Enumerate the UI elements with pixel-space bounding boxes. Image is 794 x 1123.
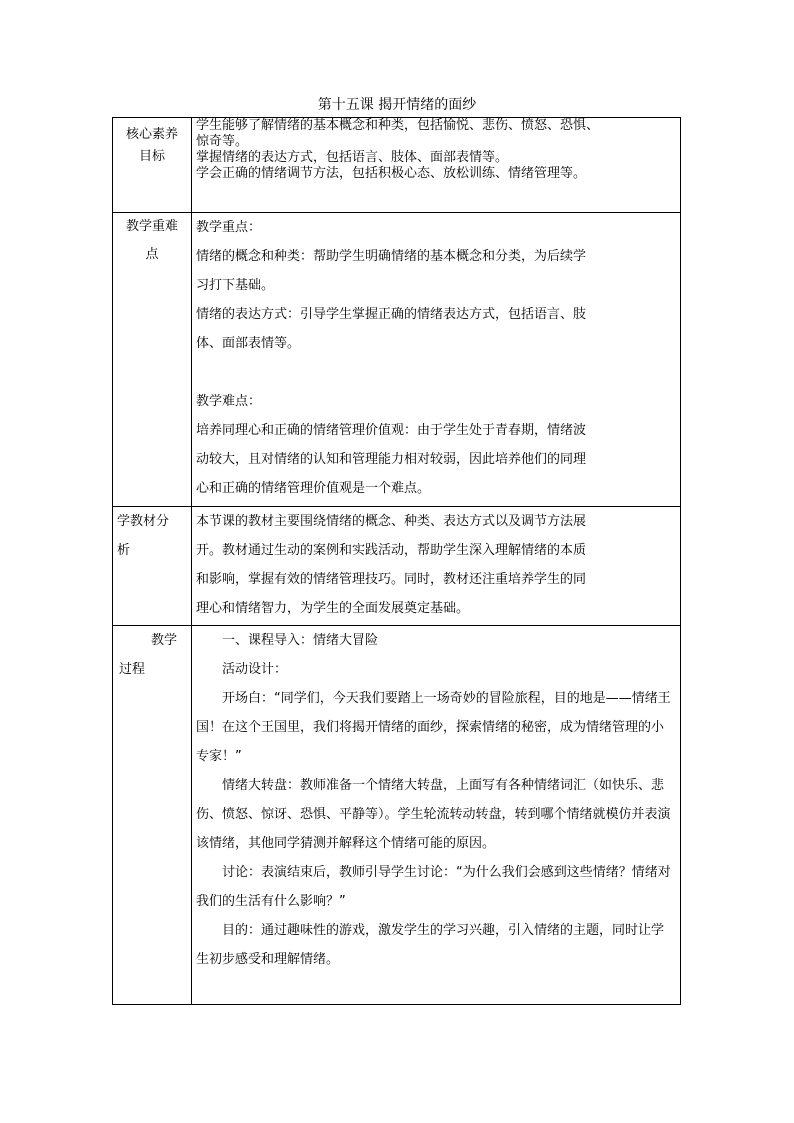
material-content-cell [192, 507, 681, 626]
material-label-line2: 析 [117, 543, 131, 558]
difficulty-line: 动较大，且对情绪的认知和管理能力相对较弱，因此培养他们的同理 [196, 452, 587, 467]
objectives-label-line2: 目标 [138, 149, 165, 164]
material-line: 理心和情绪智力，为学生的全面发展奠定基础。 [196, 601, 470, 616]
key-points-line: 体、面部表情等。 [196, 336, 301, 351]
process-content-cell [192, 626, 681, 1005]
difficulty-line: 心和正确的情绪管理价值观是一个难点。 [196, 481, 431, 496]
material-line: 本节课的教材主要围绕情绪的概念、种类、表达方式以及调节方法展 [196, 514, 587, 529]
process-paragraph: 讨论：表演结束后，教师引导学生讨论：“为什么我们会感到这些情绪？情绪对我们的生活有什么影响？” [196, 865, 671, 909]
process-label-cell [113, 626, 192, 1005]
objectives-line: 惊奇等。 [196, 134, 249, 149]
material-line: 开。教材通过生动的案例和实践活动，帮助学生深入理解情绪的本质 [196, 543, 587, 558]
key-points-line: 习打下基础。 [196, 278, 275, 293]
objectives-line: 掌握情绪的表达方式，包括语言、肢体、面部表情等。 [196, 150, 509, 165]
document-title: 第十五课 揭开情绪的面纱 [317, 97, 477, 113]
process-paragraph: 一、课程导入：情绪大冒险 [222, 633, 379, 648]
objectives-line: 学会正确的情绪调节方法，包括积极心态、放松训练、情绪管理等。 [196, 166, 587, 181]
process-label-line1: 教学 [151, 633, 178, 648]
key-points-label-line1: 教学重难 [125, 219, 178, 234]
objectives-row [113, 118, 681, 213]
material-line: 和影响，掌握有效的情绪管理技巧。同时，教材还注重培养学生的同 [196, 572, 587, 587]
objectives-content-cell [192, 118, 681, 213]
blank-line [196, 358, 676, 387]
key-points-label-line2: 点 [145, 247, 159, 262]
objectives-label-cell [113, 118, 192, 213]
objectives-label-line1: 核心素养 [125, 127, 178, 142]
material-row [113, 507, 681, 626]
key-points-content-cell [192, 213, 681, 507]
process-label-line2: 过程 [119, 662, 146, 677]
difficulty-line: 教学难点： [196, 394, 262, 409]
process-paragraph: 情绪大转盘：教师准备一个情绪大转盘，上面写有各种情绪词汇（如快乐、悲伤、愤怒、惊讶、恐惧、平静等）。学生轮流转动转盘，转到哪个情绪就模仿并表演该情绪，其他同学猜测并解释这个情绪可能的原因。 [196, 778, 671, 851]
process-paragraph: 目的：通过趣味性的游戏，激发学生的学习兴趣，引入情绪的主题，同时让学生初步感受和理解情绪。 [196, 923, 665, 967]
process-row [113, 626, 681, 1005]
key-points-label-cell [113, 213, 192, 507]
difficulty-line: 培养同理心和正确的情绪管理价值观：由于学生处于青春期，情绪波 [196, 423, 587, 438]
key-points-line: 情绪的表达方式：引导学生掌握正确的情绪表达方式，包括语言、肢 [196, 307, 587, 322]
material-label-cell [113, 507, 192, 626]
lesson-plan-table [112, 117, 681, 1005]
process-paragraph: 开场白：“同学们，今天我们要踏上一场奇妙的冒险旅程，目的地是——情绪王国！在这个王国里，我们将揭开情绪的面纱，探索情绪的秘密，成为情绪管理的小专家！” [196, 691, 671, 764]
material-label-line1: 学教材分 [117, 514, 170, 529]
process-paragraph: 活动设计： [222, 662, 288, 677]
key-points-line: 教学重点： [196, 220, 262, 235]
key-points-line: 情绪的概念和种类：帮助学生明确情绪的基本概念和分类，为后续学 [196, 249, 587, 264]
key-points-row [113, 213, 681, 507]
objectives-line: 学生能够了解情绪的基本概念和种类，包括愉悦、悲伤、愤怒、恐惧、 [196, 118, 600, 133]
